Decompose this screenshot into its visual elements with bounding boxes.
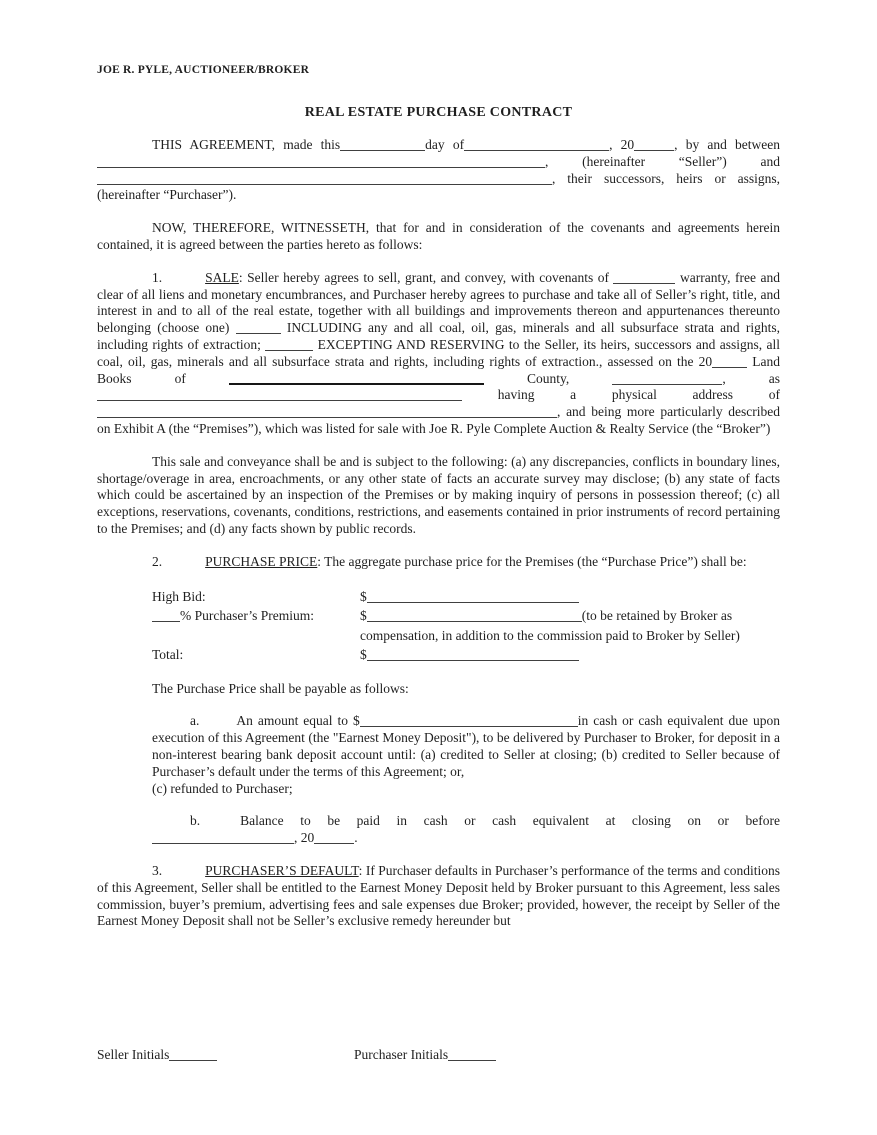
footer-initials	[97, 1046, 780, 1063]
payable-line: The Purchase Price shall be payable as follows:	[152, 680, 409, 696]
blank-line	[97, 388, 462, 401]
underlined-heading-text: PURCHASER’S DEFAULT	[205, 862, 359, 878]
section-2-purchase-price	[97, 554, 780, 571]
blank-line	[314, 831, 354, 844]
text-run: 3.	[152, 862, 163, 878]
text-run: (to be retained by Broker as compensation, in addition to the commission paid to Broker by Seller)	[360, 608, 740, 643]
letterhead: JOE R. PYLE, AUCTIONEER/BROKER	[97, 64, 310, 76]
text-run: THIS AGREEMENT, made this	[152, 137, 341, 152]
section-1-sale	[97, 270, 780, 438]
section-3-purchasers-default	[97, 863, 780, 930]
underlined-heading-text: PURCHASE PRICE	[205, 553, 318, 569]
text-run: , as	[722, 370, 781, 386]
price-label	[152, 645, 360, 665]
underlined-heading-text: SALE	[205, 269, 239, 285]
text-run: a.	[190, 713, 200, 729]
text-run: , 20	[294, 830, 315, 846]
blank-line	[340, 138, 425, 151]
blank-line-bold	[229, 371, 484, 385]
blank-line	[613, 271, 675, 284]
text-run: % Purchaser’s Premium:	[180, 608, 314, 624]
seller-initials-label: Seller Initials	[97, 1047, 170, 1062]
text-run: b.	[190, 813, 201, 829]
text-run: An amount equal to $	[236, 713, 360, 729]
text-run: $	[360, 608, 367, 624]
price-row-total	[152, 645, 780, 665]
blank-line	[367, 609, 582, 622]
item-a	[152, 713, 780, 797]
tab-space	[162, 281, 205, 282]
blank-line	[360, 714, 578, 727]
blank-line	[97, 155, 545, 168]
conveyance-paragraph: This sale and conveyance shall be and is subject to the following: (a) any discrepancies, conflicts in boundary lines, shortage/overage in area, encroachments, or any other state of facts an accurate survey may disclose; (b) any state of facts which could be ascertained by an inspection of the Premises or by making inquiry of persons in possession thereof; (c) all exceptions, reservations, covenants, conditions, restrictions, and easements contained in prior instruments of record pertaining to the Premises; and (d) any facts shown by public records.	[97, 453, 780, 536]
tab-space	[199, 724, 236, 725]
intro-paragraph	[97, 137, 780, 204]
seller-initials	[97, 1046, 354, 1063]
purchaser-initials	[354, 1046, 496, 1063]
item-a-continuation: (c) refunded to Purchaser;	[152, 780, 293, 796]
text-run: Land Books of	[97, 353, 780, 386]
text-run: INCLUDING any and all coal, oil, gas, minerals and all subsurface strata and rights, including rights of extraction;	[97, 320, 780, 352]
text-run: : The aggregate purchase price for the Premises (the “Purchase Price”) shall be:	[317, 553, 747, 569]
text-run: : Seller hereby agrees to sell, grant, and convey, with covenants of	[238, 269, 614, 285]
text-run: , by and between	[674, 137, 781, 152]
blank-line	[464, 138, 609, 151]
blank-line	[236, 321, 281, 334]
text-run: High Bid:	[152, 588, 206, 604]
price-value	[360, 606, 780, 645]
text-run: , and being more particularly described on Exhibit A (the “Premises”), which was listed for sale with Joe R. Pyle Complete Auction & Realty Service (the “Broker”)	[97, 404, 780, 436]
text-run: : If Purchaser defaults in Purchaser’s performance of the terms and conditions of this Agreement, Seller shall be entitled to the Earnest Money Deposit held by Broker pursuant to this Agreement, less sales commission, buyer’s premium, advertising fees and sale expenses due Broker; provided, however, the receipt by Seller of the Earnest Money Deposit shall not be Seller’s exclusive remedy hereunder but	[97, 862, 781, 929]
blank-line	[152, 831, 294, 844]
tab-space	[200, 824, 240, 825]
witnesseth-paragraph: NOW, THEREFORE, WITNESSETH, that for and in consideration of the covenants and agreements herein contained, it is agreed between the parties hereto as follows:	[97, 220, 780, 252]
text-run: 2.	[152, 553, 163, 569]
item-b	[152, 813, 780, 847]
text-run: Balance to be paid in cash or cash equivalent at closing on or before	[240, 813, 780, 829]
tab-space	[162, 565, 205, 566]
item-b-date-line	[152, 830, 780, 847]
price-row-purchasers-premium	[152, 606, 780, 645]
tab-space	[162, 874, 205, 875]
text-run: EXCEPTING AND RESERVING to the Seller, its heirs, successors and assigns, all coal, oil, gas, minerals and all subsurface strata and rights, including rights of extraction., assessed on the 20	[97, 336, 780, 369]
price-table	[152, 587, 780, 665]
item-a-text	[152, 713, 780, 780]
price-value	[360, 645, 780, 665]
text-run: 1.	[152, 269, 163, 285]
text-run: , (hereinafter “Seller”) and	[545, 153, 780, 169]
price-value	[360, 587, 780, 607]
price-label	[152, 587, 360, 607]
text-run: Total:	[152, 647, 184, 663]
blank-line	[612, 372, 722, 385]
blank-line	[367, 648, 579, 661]
blank-line	[97, 405, 557, 418]
text-run: day of	[425, 137, 465, 152]
text-run: having a physical address of	[462, 387, 780, 403]
text-run: , their successors, heirs or assigns, (hereinafter “Purchaser”).	[97, 170, 780, 203]
blank-line	[265, 338, 313, 351]
text-run: $	[360, 588, 367, 604]
blank-line	[367, 590, 579, 603]
price-label	[152, 606, 360, 645]
purchaser-initials-blank	[448, 1048, 496, 1061]
purchaser-initials-label: Purchaser Initials	[354, 1047, 449, 1062]
seller-initials-blank	[169, 1048, 217, 1061]
document-title: REAL ESTATE PURCHASE CONTRACT	[304, 105, 573, 120]
blank-line	[712, 355, 747, 368]
text-run: .	[354, 830, 358, 846]
text-run: $	[360, 647, 367, 663]
blank-line	[97, 172, 552, 185]
item-b-text	[152, 813, 780, 830]
text-run: County,	[483, 370, 613, 386]
blank-line	[152, 609, 180, 622]
blank-line	[634, 138, 674, 151]
price-row-high-bid	[152, 587, 780, 607]
text-run: warranty, free and clear of all liens and monetary encumbrances, and Purchaser hereby agrees to purchase and take all of Seller’s right, title, and interest in and to all of the real estate, together with all buildings and improvements thereon and appurtenances thereunto belonging (choose one)	[97, 269, 780, 336]
text-run: , 20	[609, 137, 635, 152]
text-run: in cash or cash equivalent due upon execution of this Agreement (the "Earnest Money Deposit"), to be delivered by Purchaser to Broker, for deposit in a non-interest bearing bank deposit account until: (a) credited to Seller at closing; (b) credited to Seller because of Purchaser’s default under the terms of this Agreement; or,	[152, 713, 780, 779]
